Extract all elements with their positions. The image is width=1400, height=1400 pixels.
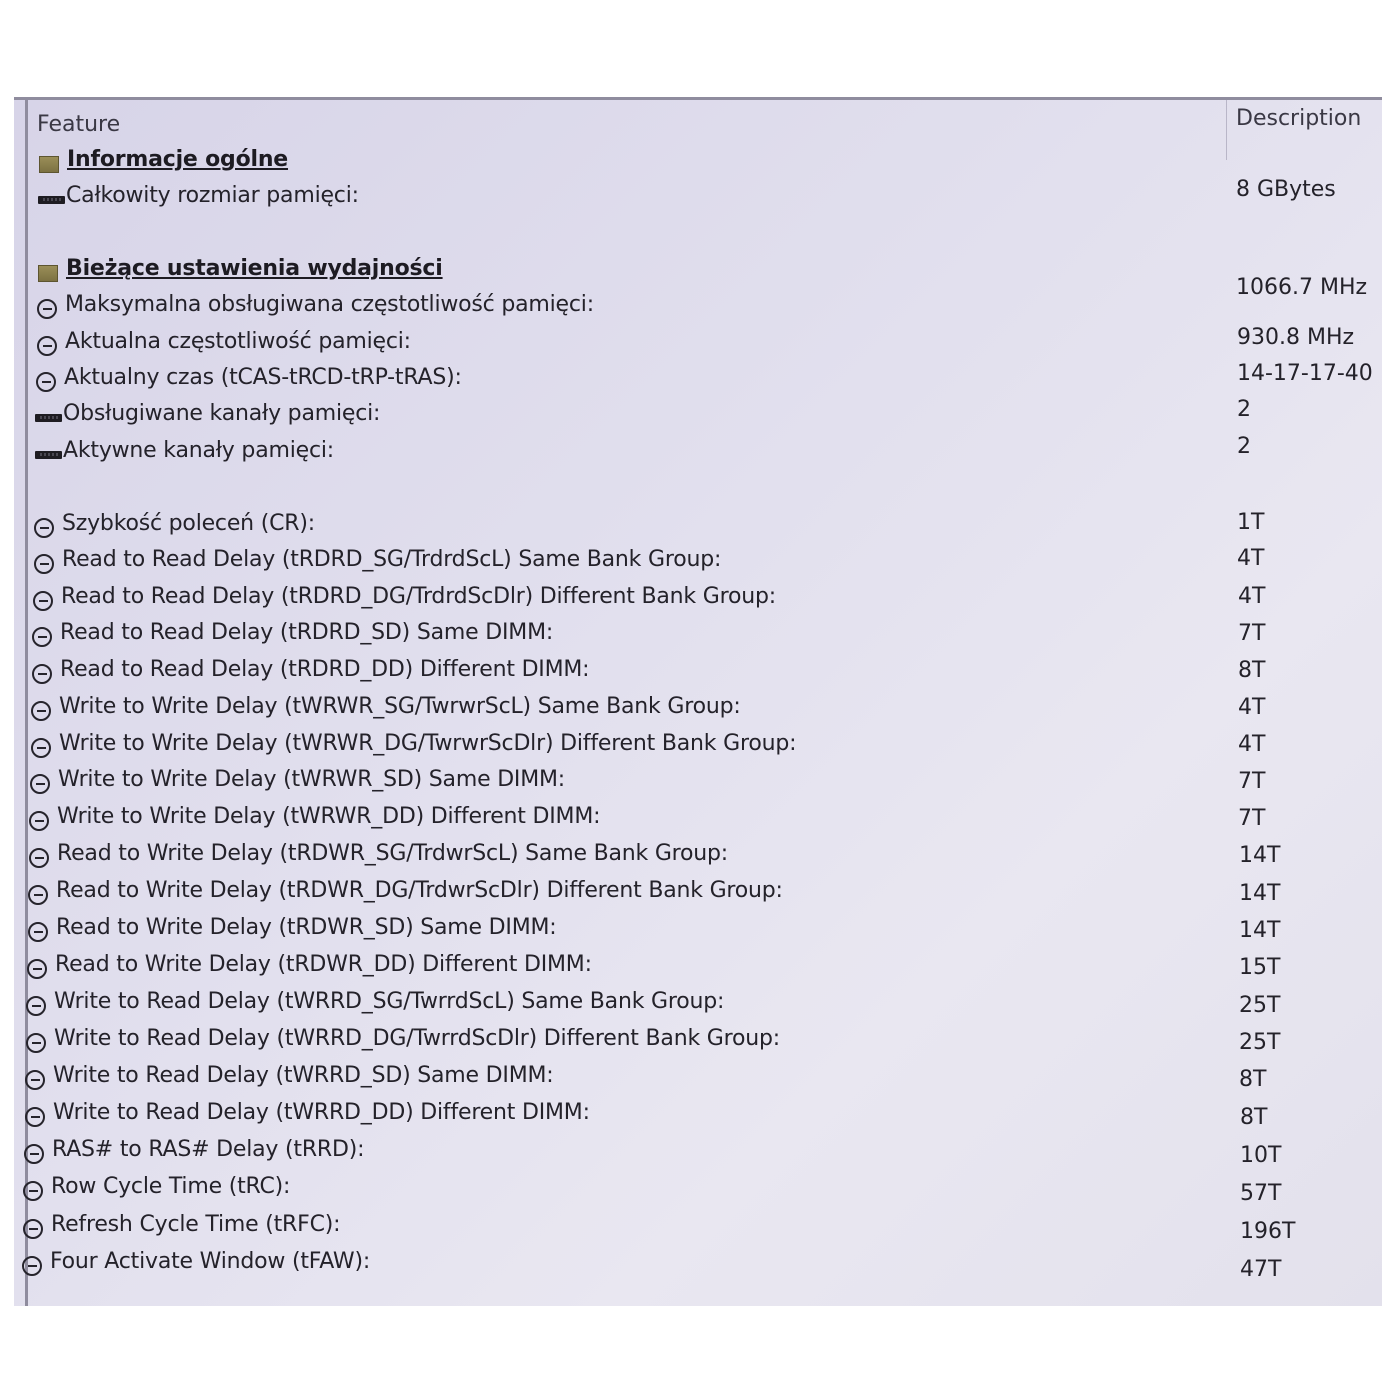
feature-value: 8 GBytes xyxy=(1236,177,1336,202)
clock-icon xyxy=(36,372,56,392)
feature-value: 2 xyxy=(1237,434,1251,459)
description-column-header[interactable]: Description xyxy=(1236,106,1362,131)
clock-icon xyxy=(25,1107,45,1127)
clock-icon xyxy=(22,1256,42,1276)
feature-label: Całkowity rozmiar pamięci: xyxy=(66,183,359,208)
feature-label: Write to Write Delay (tWRWR_DG/TwrwrScDlr) Different Bank Group: xyxy=(59,731,797,756)
feature-value: 4T xyxy=(1237,546,1265,571)
feature-label: Read to Write Delay (tRDWR_DG/TrdwrScDlr) Different Bank Group: xyxy=(56,878,783,903)
feature-row[interactable] xyxy=(14,841,1382,875)
feature-label: Refresh Cycle Time (tRFC): xyxy=(51,1212,341,1237)
feature-label: Write to Read Delay (tWRRD_DD) Different DIMM: xyxy=(53,1100,590,1125)
feature-value: 25T xyxy=(1239,993,1281,1018)
memory-icon xyxy=(35,414,62,422)
feature-row[interactable] xyxy=(14,434,1382,472)
feature-value: 47T xyxy=(1240,1257,1282,1282)
feature-row[interactable] xyxy=(14,361,1382,399)
feature-label: Write to Read Delay (tWRRD_DG/TwrrdScDlr) Different Bank Group: xyxy=(54,1026,780,1051)
feature-row[interactable] xyxy=(14,767,1382,801)
feature-value: 14-17-17-40 xyxy=(1237,361,1373,386)
clock-icon xyxy=(32,664,52,684)
feature-label: Write to Write Delay (tWRWR_SD) Same DIMM: xyxy=(58,767,565,792)
clock-icon xyxy=(32,627,52,647)
clock-icon xyxy=(28,885,48,905)
feature-row[interactable] xyxy=(14,177,1382,217)
feature-value: 7T xyxy=(1238,769,1266,794)
feature-value: 1066.7 MHz xyxy=(1236,275,1368,300)
feature-row[interactable] xyxy=(14,731,1382,765)
feature-label: Aktywne kanały pamięci: xyxy=(63,438,334,463)
feature-row[interactable] xyxy=(14,1174,1382,1208)
folder-icon xyxy=(38,265,58,282)
clock-icon xyxy=(24,1144,44,1164)
feature-row[interactable] xyxy=(14,325,1382,363)
section-title: Bieżące ustawienia wydajności xyxy=(66,256,443,281)
feature-label: Write to Write Delay (tWRWR_SG/TwrwrScL) Same Bank Group: xyxy=(59,694,741,719)
feature-label: Aktualna częstotliwość pamięci: xyxy=(65,329,411,354)
feature-row[interactable] xyxy=(14,1100,1382,1134)
feature-label: Read to Read Delay (tRDRD_SD) Same DIMM: xyxy=(60,620,554,645)
feature-row[interactable] xyxy=(14,1026,1382,1060)
feature-value: 930.8 MHz xyxy=(1237,325,1355,350)
feature-value: 4T xyxy=(1238,584,1266,609)
section-title: Informacje ogólne xyxy=(67,147,289,172)
clock-icon xyxy=(37,336,57,356)
folder-icon xyxy=(39,156,59,173)
clock-icon xyxy=(30,774,50,794)
section-header[interactable] xyxy=(14,147,1382,181)
feature-value: 2 xyxy=(1237,397,1251,422)
clock-icon xyxy=(27,959,47,979)
clock-icon xyxy=(33,591,53,611)
feature-row[interactable] xyxy=(14,620,1382,654)
feature-row[interactable] xyxy=(14,1212,1382,1246)
feature-label: Four Activate Window (tFAW): xyxy=(50,1249,371,1274)
feature-row[interactable] xyxy=(14,275,1382,326)
feature-label: Read to Read Delay (tRDRD_SG/TrdrdScL) Same Bank Group: xyxy=(62,547,722,572)
feature-value: 8T xyxy=(1240,1105,1268,1130)
feature-label: Obsługiwane kanały pamięci: xyxy=(63,401,381,426)
feature-value: 57T xyxy=(1240,1181,1282,1206)
feature-value: 4T xyxy=(1238,695,1266,720)
clock-icon xyxy=(26,996,46,1016)
feature-label: Szybkość poleceń (CR): xyxy=(62,511,315,536)
feature-value: 14T xyxy=(1239,843,1281,868)
feature-row[interactable] xyxy=(14,878,1382,912)
feature-row[interactable] xyxy=(14,584,1382,618)
feature-label: Read to Write Delay (tRDWR_SG/TrdwrScL) Same Bank Group: xyxy=(57,841,729,866)
clock-icon xyxy=(23,1181,43,1201)
clock-icon xyxy=(29,848,49,868)
clock-icon xyxy=(34,554,54,574)
feature-value: 4T xyxy=(1238,732,1266,757)
memory-icon xyxy=(38,196,65,204)
feature-value: 14T xyxy=(1239,881,1281,906)
feature-value: 8T xyxy=(1239,1067,1267,1092)
feature-row[interactable] xyxy=(14,1137,1382,1171)
feature-label: Read to Write Delay (tRDWR_SD) Same DIMM: xyxy=(56,915,557,940)
feature-label: Read to Read Delay (tRDRD_DG/TrdrdScDlr) Different Bank Group: xyxy=(61,584,776,609)
feature-label: Read to Read Delay (tRDRD_DD) Different DIMM: xyxy=(60,657,590,682)
feature-row[interactable] xyxy=(14,397,1382,435)
memory-info-panel xyxy=(14,97,1382,1306)
feature-value: 196T xyxy=(1240,1219,1296,1244)
section-header[interactable] xyxy=(14,256,1382,290)
feature-row[interactable] xyxy=(14,511,1382,545)
feature-label: Write to Read Delay (tWRRD_SG/TwrrdScL) Same Bank Group: xyxy=(54,989,725,1014)
feature-value: 8T xyxy=(1238,658,1266,683)
feature-row[interactable] xyxy=(14,1063,1382,1097)
clock-icon xyxy=(26,1033,46,1053)
clock-icon xyxy=(37,299,57,319)
clock-icon xyxy=(31,701,51,721)
feature-label: RAS# to RAS# Delay (tRRD): xyxy=(52,1137,365,1162)
feature-row[interactable] xyxy=(14,804,1382,838)
feature-column-header[interactable]: Feature xyxy=(37,112,121,137)
feature-label: Row Cycle Time (tRC): xyxy=(51,1174,291,1199)
feature-value: 25T xyxy=(1239,1030,1281,1055)
feature-value: 14T xyxy=(1239,918,1281,943)
feature-row[interactable] xyxy=(14,989,1382,1023)
feature-row[interactable] xyxy=(14,952,1382,986)
feature-value: 7T xyxy=(1238,806,1266,831)
clock-icon xyxy=(23,1219,43,1239)
feature-label: Aktualny czas (tCAS-tRCD-tRP-tRAS): xyxy=(64,365,462,390)
feature-value: 15T xyxy=(1239,955,1281,980)
clock-icon xyxy=(25,1070,45,1090)
feature-label: Maksymalna obsługiwana częstotliwość pamięci: xyxy=(65,292,594,317)
feature-value: 1T xyxy=(1237,510,1265,535)
feature-row[interactable] xyxy=(14,694,1382,728)
feature-row[interactable] xyxy=(14,1249,1382,1283)
feature-value: 10T xyxy=(1240,1143,1282,1168)
memory-icon xyxy=(35,451,62,459)
feature-row[interactable] xyxy=(14,547,1382,581)
feature-row[interactable] xyxy=(14,915,1382,949)
feature-value: 7T xyxy=(1238,621,1266,646)
feature-label: Write to Write Delay (tWRWR_DD) Different DIMM: xyxy=(57,804,601,829)
feature-row[interactable] xyxy=(14,657,1382,691)
clock-icon xyxy=(31,738,51,758)
feature-label: Write to Read Delay (tWRRD_SD) Same DIMM: xyxy=(53,1063,554,1088)
clock-icon xyxy=(34,518,54,538)
clock-icon xyxy=(28,922,48,942)
feature-label: Read to Write Delay (tRDWR_DD) Different DIMM: xyxy=(55,952,592,977)
clock-icon xyxy=(29,811,49,831)
